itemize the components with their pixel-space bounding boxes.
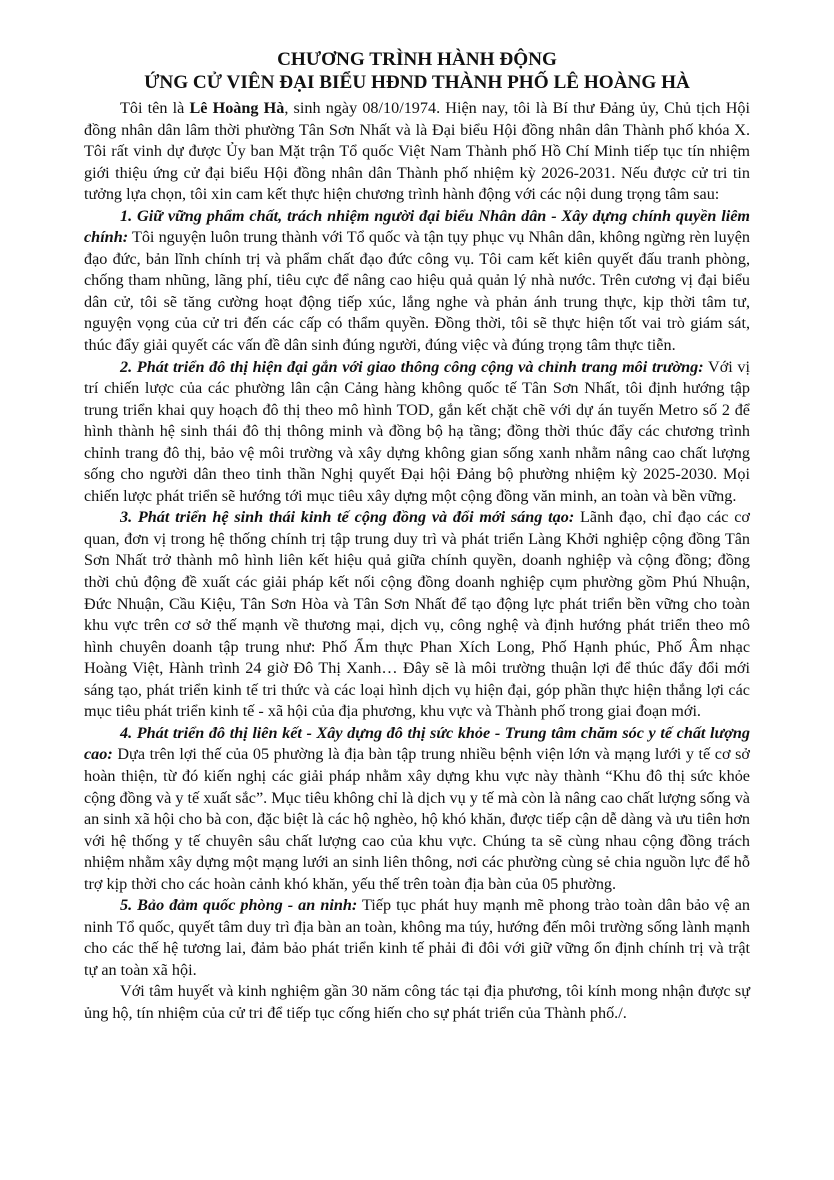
section-2-heading: 2. Phát triển đô thị hiện đại gắn với giao thông công cộng và chỉnh trang môi trường: xyxy=(120,357,704,376)
intro-paragraph xyxy=(84,98,750,206)
intro-text: , sinh ngày 08/10/1974. Hiện nay, tôi là Bí thư Đảng ủy, Chủ tịch Hội đồng nhân dân lâm thời phường Tân Sơn Nhất và là Đại biểu Hội đồng nhân dân Thành phố khóa X. Tôi rất vinh dự được Ủy ban Mặt trận Tổ quốc Việt Nam Thành phố Hồ Chí Minh tiếp tục tín nhiệm giới thiệu ứng cử đại biểu Hội đồng nhân dân Thành phố nhiệm kỳ 2026-2031. Nếu được cử tri tin tưởng lựa chọn, tôi xin cam kết thực hiện chương trình hành động với các nội dung trọng tâm sau: xyxy=(84,99,751,204)
section-1-paragraph xyxy=(84,206,750,357)
title-line-1: CHƯƠNG TRÌNH HÀNH ĐỘNG xyxy=(277,49,557,70)
document-page xyxy=(84,48,750,1025)
section-5-text: Tiếp tục phát huy mạnh mẽ phong trào toàn dân bảo vệ an ninh Tổ quốc, quyết tâm duy trì địa bàn an toàn, không ma túy, hướng đến môi trường sống lành mạnh cho các thế hệ tương lai, đảm bảo phát triển kinh tế phải đi đôi với giữ vững ổn định chính trị và trật tự an toàn xã hội. xyxy=(84,896,750,979)
section-2-text: Với vị trí chiến lược của các phường lân cận Cảng hàng không quốc tế Tân Sơn Nhất, tôi định hướng tập trung triển khai quy hoạch đô thị theo mô hình TOD, gắn kết chặt chẽ với dự án tuyến Metro số 2 để hình thành hệ sinh thái đô thị thông minh và đồng bộ hạ tầng; đồng thời thúc đẩy các chương trình chỉnh trang đô thị, bảo vệ môi trường và xây dựng không gian sống xanh nhằm nâng cao chất lượng sống cho người dân theo tinh thần Nghị quyết Đại hội Đảng bộ phường nhiệm kỳ 2025-2030. Mọi chiến lược phát triển sẽ hướng tới mục tiêu xây dựng một cộng đồng văn minh, an toàn và bền vững. xyxy=(84,357,751,505)
title-line-2: ỨNG CỬ VIÊN ĐẠI BIỂU HĐND THÀNH PHỐ LÊ HOÀNG HÀ xyxy=(144,72,690,93)
section-1-text: Tôi nguyện luôn trung thành với Tổ quốc và tận tụy phục vụ Nhân dân, không ngừng rèn luyện đạo đức, bản lĩnh chính trị và phẩm chất đạo đức công vụ. Tôi cam kết kiên quyết đấu tranh phòng, chống tham nhũng, lãng phí, tiêu cực để nâng cao hiệu quả quản lý nhà nước. Trên cương vị đại biểu dân cử, tôi sẽ tăng cường hoạt động tiếp xúc, lắng nghe và phản ánh trung thực, kịp thời tâm tư, nguyện vọng của cử tri đến các cấp có thẩm quyền. Đồng thời, tôi sẽ thực hiện tốt vai trò giám sát, thúc đẩy giải quyết các vấn đề dân sinh đúng người, đúng việc và đúng trọng tâm thực tiễn. xyxy=(84,228,750,355)
section-5-heading: 5. Bảo đảm quốc phòng - an ninh: xyxy=(120,896,358,915)
section-3-paragraph xyxy=(84,507,750,722)
closing-paragraph: Với tâm huyết và kinh nghiệm gần 30 năm công tác tại địa phương, tôi kính mong nhận được sự ủng hộ, tín nhiệm của cử tri để tiếp tục cống hiến cho sự phát triển của Thành phố./. xyxy=(84,982,750,1022)
section-5-paragraph xyxy=(84,895,750,981)
section-4-heading: 4. Phát triển đô thị liên kết - Xây dựng đô thị sức khỏe - Trung tâm chăm sóc y tế chất lượng cao: xyxy=(84,723,750,764)
section-1-heading: 1. Giữ vững phẩm chất, trách nhiệm người đại biểu Nhân dân - Xây dựng chính quyền liêm chính: xyxy=(84,206,750,247)
section-4-paragraph xyxy=(84,723,750,895)
document-title xyxy=(84,48,750,94)
document-body xyxy=(84,98,750,1025)
section-3-heading: 3. Phát triển hệ sinh thái kinh tế cộng đồng và đổi mới sáng tạo: xyxy=(120,508,575,527)
candidate-name: Lê Hoàng Hà xyxy=(189,99,285,117)
section-2-paragraph xyxy=(84,357,750,508)
intro-prefix: Tôi tên là xyxy=(120,99,190,117)
section-4-text: Dựa trên lợi thế của 05 phường là địa bàn tập trung nhiều bệnh viện lớn và mạng lưới y tế cơ sở hoàn thiện, từ đó kiến nghị các giải pháp nhằm xây dựng khu vực này thành “Khu đô thị sức khỏe cộng đồng và y tế xuất sắc”. Mục tiêu không chỉ là dịch vụ y tế mà còn là nâng cao chất lượng sống và an sinh xã hội cho bà con, đặc biệt là các hộ nghèo, hộ khó khăn, được tiếp cận dễ dàng và ưu tiên hơn với hệ thống y tế chuyên sâu chất lượng cao của khu vực. Chúng ta sẽ cùng nhau cộng đồng trách nhiệm nhằm xây dựng một mạng lưới an sinh liên thông, nơi các phường cùng sẻ chia nguồn lực để hỗ trợ kịp thời cho các hoàn cảnh khó khăn, yếu thế trên toàn địa bàn của 05 phường. xyxy=(84,745,750,893)
section-3-text: Lãnh đạo, chỉ đạo các cơ quan, đơn vị trong hệ thống chính trị tập trung duy trì và phát triển Làng Khởi nghiệp cộng đồng Tân Sơn Nhất trở thành mô hình liên kết hiệu quả giữa chính quyền, doanh nghiệp và cộng đồng; đồng thời chủ động đề xuất các giải pháp kết nối cộng đồng doanh nghiệp cụm phường gồm Phú Nhuận, Đức Nhuận, Cầu Kiệu, Tân Sơn Hòa và Tân Sơn Nhất để tạo động lực phát triển bền vững cho toàn khu vực trên cơ sở thế mạnh về thương mại, dịch vụ, công nghệ và định hướng phát triển theo mô hình chuyên doanh tập trung như: Phố Ẩm thực Phan Xích Long, Phố Hạnh phúc, Phố Âm nhạc Hoàng Việt, Hành trình 24 giờ Đô Thị Xanh… Đây sẽ là môi trường thuận lợi để thúc đẩy đổi mới sáng tạo, phát triển kinh tế tri thức và các loại hình dịch vụ hiện đại, góp phần thực hiện thắng lợi các mục tiêu phát triển kinh tế - xã hội của địa phương, khu vực và Thành phố trong giai đoạn mới. xyxy=(84,508,750,721)
